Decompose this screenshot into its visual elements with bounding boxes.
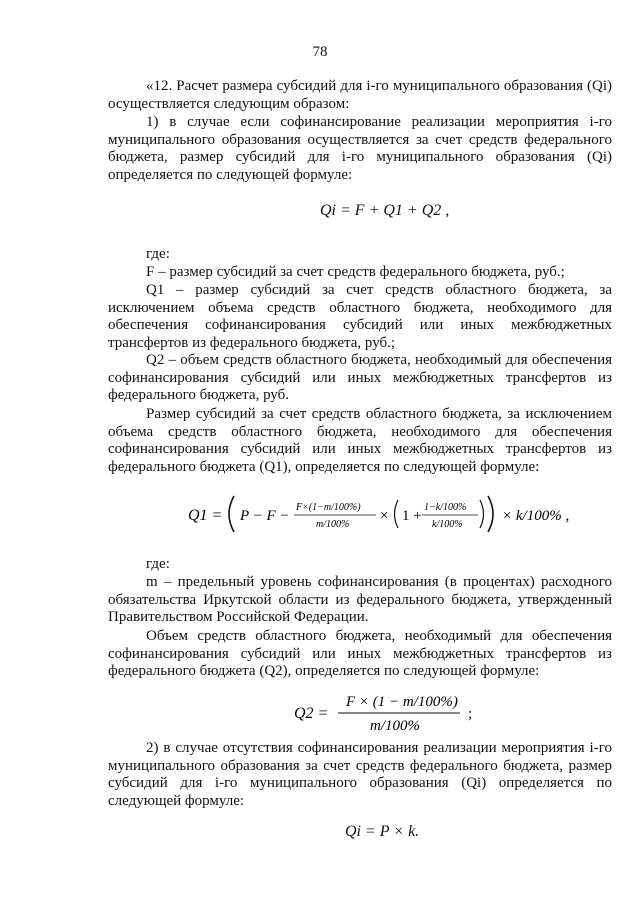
formula-q1-den2: k/100% xyxy=(432,519,463,530)
formula-q2-lhs: Q2 = xyxy=(294,705,329,722)
where-label-2: где: xyxy=(146,556,170,572)
formula-q1-lhs: Q1 = xyxy=(188,507,223,524)
formula-q1-den1: m/100% xyxy=(316,519,350,530)
definition-q2: Q2 – объем средств областного бюджета, необходимый для обеспечения софинансирования субсидий или иных межбюджетных трансфертов из федерального бюджета, руб. xyxy=(108,352,612,403)
paren-right-2 xyxy=(480,500,484,528)
big-paren-right xyxy=(488,496,493,532)
page-number: 78 xyxy=(312,44,328,60)
formula-q1-a: P − F − xyxy=(240,508,290,524)
formula-q2 xyxy=(294,690,494,736)
formula-q1 xyxy=(188,490,608,538)
formula-q2-tail: ; xyxy=(468,706,473,722)
paragraph-q1-intro: Размер субсидий за счет средств областного бюджета, за исключением объема средств областного бюджета, необходимого для обеспечения софинансирования субсидий или иных межбюджетных трансфертов из федерального бюджета (Q1), определяется по следующей формуле: xyxy=(108,406,612,475)
formula-q1-one: 1 + xyxy=(402,508,422,524)
definition-f: F – размер субсидий за счет средств федерального бюджета, руб.; xyxy=(146,264,565,280)
big-paren-left xyxy=(229,496,234,532)
definition-q1: Q1 – размер субсидий за счет средств областного бюджета, за исключением объема средств областного бюджета, необходимого для обеспечения софинансирования субсидий или иных межбюджетных трансфертов из федерального бюджета, руб.; xyxy=(108,282,612,351)
definition-m: m – предельный уровень софинансирования (в процентах) расходного обязательства Иркутской области из федерального бюджета, утвержденный Правительством Российской Федерации. xyxy=(108,574,612,625)
formula-q1-num2: 1−k/100% xyxy=(424,502,467,513)
where-label-1: где: xyxy=(146,246,170,262)
paren-left-2 xyxy=(395,500,399,528)
formula-qi-pk: Qi = P × k. xyxy=(345,823,420,840)
formula-q1-num1: F×(1−m/100%) xyxy=(296,502,361,513)
paragraph-case-2: 2) в случае отсутствия софинансирования реализации мероприятия i-го муниципального образования за счет средств федерального бюджета, размер субсидий для i-го муниципального образования (Qi) определяется по следующей формуле: xyxy=(108,740,612,809)
paragraph-case-1: 1) в случае если софинансирование реализации мероприятия i-го муниципального образования осуществляется за счет средств федерального бюджета, размер субсидий для i-го муниципального образования (Qi) определяется по следующей формуле: xyxy=(108,114,612,183)
paragraph-q2-intro: Объем средств областного бюджета, необходимый для обеспечения софинансирования субсидий или иных межбюджетных трансфертов из федерального бюджета (Q2), определяется по следующей формуле: xyxy=(108,628,612,679)
formula-q1-tail: × k/100% , xyxy=(502,508,570,524)
formula-q1-times: × xyxy=(380,508,389,524)
formula-q2-num: F × (1 − m/100%) xyxy=(346,694,458,710)
formula-qi: Qi = F + Q1 + Q2 , xyxy=(320,202,450,219)
paragraph-12: «12. Расчет размера субсидий для i-го муниципального образования (Qi) осуществляется следующим образом: xyxy=(108,78,612,112)
formula-q2-den: m/100% xyxy=(370,718,420,734)
